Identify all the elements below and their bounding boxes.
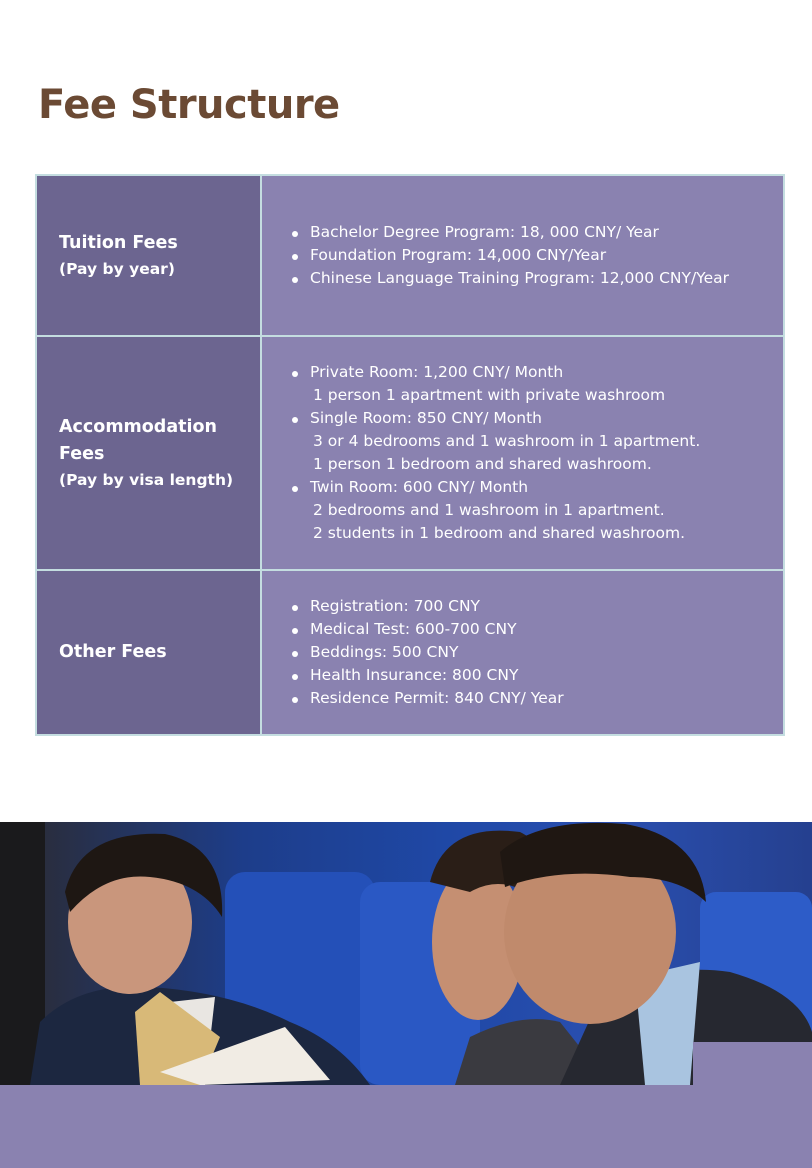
list-item: Health Insurance: 800 CNY [288, 664, 775, 687]
students-photo-illustration [0, 822, 812, 1085]
bottom-band [0, 1085, 812, 1168]
other-label: Other Fees [59, 642, 167, 662]
accommodation-label-line1: Accommodation [59, 417, 217, 437]
list-item: Beddings: 500 CNY [288, 641, 775, 664]
tuition-sublabel: (Pay by year) [59, 260, 175, 278]
list-item: Residence Permit: 840 CNY/ Year [288, 687, 775, 710]
list-item: Medical Test: 600-700 CNY [288, 618, 775, 641]
tuition-label-cell [36, 175, 261, 336]
room-note: 1 person 1 apartment with private washroom [313, 386, 666, 404]
accommodation-label-line2: Fees [59, 444, 105, 464]
other-row [36, 570, 784, 735]
fee-table [35, 174, 785, 736]
students-photo [0, 822, 812, 1085]
accommodation-list [288, 361, 775, 545]
room-note: 1 person 1 bedroom and shared washroom. [313, 455, 652, 473]
room-note: 2 students in 1 bedroom and shared washroom. [313, 524, 686, 542]
list-item [288, 476, 775, 545]
tuition-detail-cell [261, 175, 784, 336]
list-item [288, 407, 775, 476]
decorative-block [693, 1042, 812, 1085]
other-detail-cell [261, 570, 784, 735]
list-item [288, 361, 775, 407]
list-item: Chinese Language Training Program: 12,000 CNY/Year [288, 267, 775, 290]
tuition-label: Tuition Fees [59, 233, 178, 253]
list-item: Registration: 700 CNY [288, 595, 775, 618]
accommodation-row [36, 336, 784, 570]
page-title: Fee Structure [38, 82, 340, 128]
room-type: Single Room: 850 CNY/ Month [310, 409, 542, 427]
room-note: 2 bedrooms and 1 washroom in 1 apartment. [313, 501, 665, 519]
other-label-cell [36, 570, 261, 735]
accommodation-label-cell [36, 336, 261, 570]
tuition-list [288, 221, 775, 290]
list-item: Bachelor Degree Program: 18, 000 CNY/ Year [288, 221, 775, 244]
accommodation-detail-cell [261, 336, 784, 570]
other-list [288, 595, 775, 710]
tuition-row [36, 175, 784, 336]
room-note: 3 or 4 bedrooms and 1 washroom in 1 apartment. [313, 432, 701, 450]
room-type: Private Room: 1,200 CNY/ Month [310, 363, 564, 381]
room-type: Twin Room: 600 CNY/ Month [310, 478, 529, 496]
accommodation-sublabel: (Pay by visa length) [59, 471, 234, 489]
list-item: Foundation Program: 14,000 CNY/Year [288, 244, 775, 267]
